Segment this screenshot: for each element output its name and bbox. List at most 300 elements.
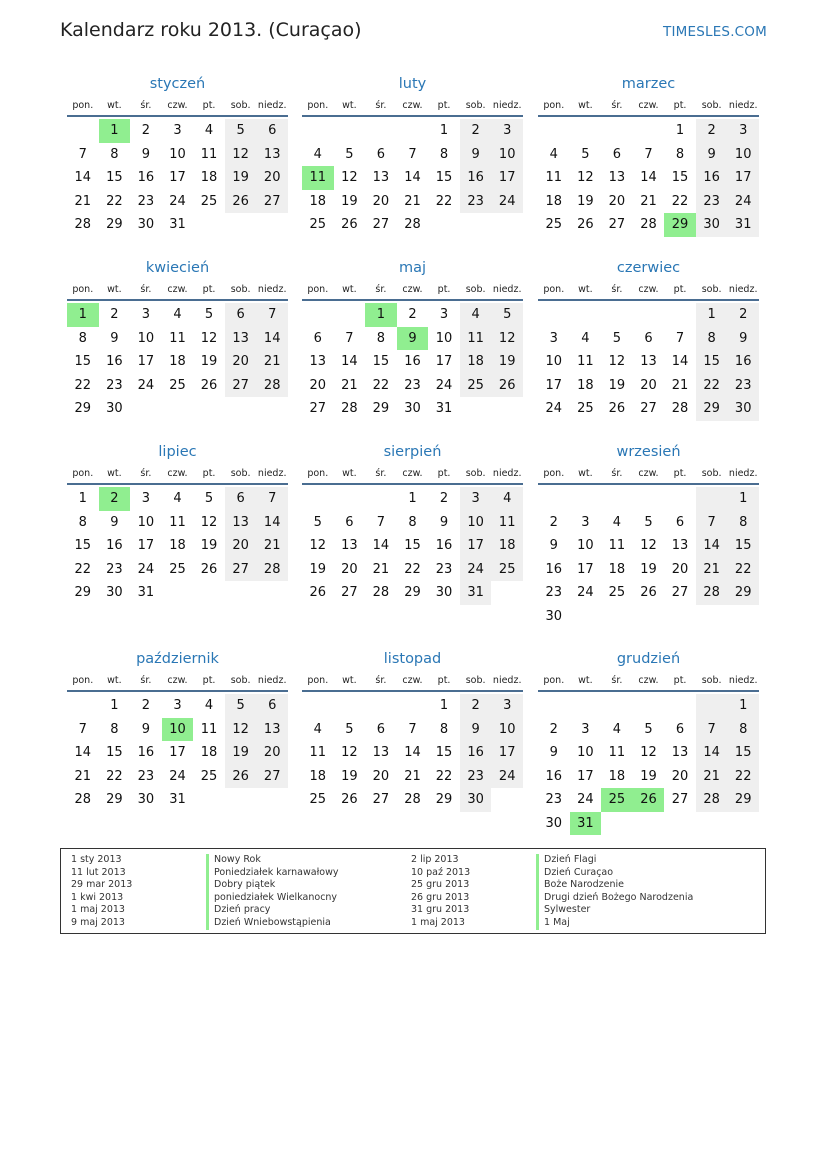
empty-day-cell <box>570 694 602 718</box>
weekday-header <box>538 463 759 485</box>
day-cell: 5 <box>491 303 523 327</box>
day-cell: 7 <box>78 721 87 737</box>
day-cell: 10 <box>435 330 453 346</box>
day-cell: 30 <box>545 608 563 624</box>
weekday-label: czw. <box>638 283 659 295</box>
day-cell: 23 <box>696 190 728 214</box>
day-cell: 2 <box>549 721 558 737</box>
day-cell: 21 <box>640 193 657 209</box>
day-cell: 17 <box>435 354 453 369</box>
day-cell: 13 <box>309 354 327 369</box>
day-cell: 22 <box>74 561 92 577</box>
day-cell: 2 <box>460 694 492 718</box>
day-cell: 24 <box>577 792 594 807</box>
day-cell: 20 <box>225 350 257 374</box>
day-cell: 20 <box>256 166 288 190</box>
day-cell: 17 <box>577 561 594 577</box>
day-cell: 23 <box>545 792 563 807</box>
day-cell: 15 <box>404 538 421 553</box>
day-cell: 16 <box>696 166 728 190</box>
day-cell: 25 <box>200 193 218 209</box>
day-cell: 12 <box>225 718 257 742</box>
site-link[interactable]: TIMESLES.COM <box>663 24 767 40</box>
empty-day-cell <box>601 694 633 718</box>
day-cell: 10 <box>577 745 594 760</box>
day-cell: 30 <box>137 792 155 807</box>
day-cell: 11 <box>491 511 523 535</box>
day-cell: 26 <box>200 561 218 577</box>
weekday-header <box>67 95 288 117</box>
weekday-label: niedz. <box>492 674 522 686</box>
empty-day-cell <box>664 303 696 327</box>
day-cell: 26 <box>491 374 523 398</box>
legend-date: 29 mar 2013 <box>71 879 133 891</box>
day-cell: 23 <box>106 377 123 393</box>
day-cell: 31 <box>460 581 492 605</box>
day-cell: 26 <box>225 765 257 789</box>
weekday-label: wt. <box>342 467 357 479</box>
day-cell: 22 <box>435 768 453 784</box>
day-cell: 4 <box>581 330 590 346</box>
day-cell: 16 <box>545 768 563 784</box>
holiday-day-cell: 31 <box>570 812 602 836</box>
day-cell: 12 <box>491 327 523 351</box>
month-calendar <box>302 71 523 237</box>
day-cell: 16 <box>137 170 155 185</box>
weekday-label: pt. <box>673 99 687 111</box>
holiday-day-cell: 9 <box>397 327 429 351</box>
month-calendar <box>302 255 523 421</box>
weekday-label: wt. <box>342 674 357 686</box>
empty-day-cell <box>538 487 570 511</box>
weekday-label: czw. <box>402 467 423 479</box>
weekday-label: pon. <box>72 99 94 111</box>
day-cell: 3 <box>173 698 182 713</box>
day-cell: 20 <box>608 193 626 209</box>
weekday-label: śr. <box>611 467 623 479</box>
day-cell: 2 <box>141 123 151 138</box>
holiday-legend <box>60 848 766 934</box>
day-cell: 19 <box>341 768 358 784</box>
day-cell: 19 <box>608 377 626 393</box>
day-cell: 10 <box>727 143 759 167</box>
legend-names-right <box>536 854 693 930</box>
day-cell: 17 <box>491 741 523 765</box>
day-cell: 21 <box>256 534 288 558</box>
day-cell: 26 <box>577 217 594 232</box>
holiday-day-cell: 29 <box>664 213 696 237</box>
day-cell: 18 <box>309 193 327 209</box>
day-cell: 27 <box>372 217 390 232</box>
weekday-label: sob. <box>465 99 486 111</box>
empty-day-cell <box>365 694 397 718</box>
day-cell: 13 <box>225 511 257 535</box>
day-cell: 21 <box>404 193 421 209</box>
month-name: kwiecień <box>145 260 210 276</box>
day-cell: 16 <box>727 350 759 374</box>
weekday-header <box>67 279 288 301</box>
day-cell: 3 <box>141 307 151 322</box>
day-cell: 14 <box>696 534 728 558</box>
day-cell: 29 <box>106 217 123 232</box>
day-cell: 9 <box>460 143 492 167</box>
empty-day-cell <box>664 487 696 511</box>
day-cell: 7 <box>376 514 386 530</box>
day-cell: 10 <box>169 146 186 162</box>
legend-date: 2 lip 2013 <box>411 854 459 865</box>
day-cell: 8 <box>110 721 119 737</box>
day-cell: 25 <box>169 377 186 393</box>
empty-day-cell <box>633 119 665 143</box>
day-cell: 17 <box>727 166 759 190</box>
weekday-label: niedz. <box>728 674 758 686</box>
day-cell: 30 <box>696 213 728 237</box>
day-cell: 8 <box>696 327 728 351</box>
day-cell: 18 <box>608 561 626 577</box>
weekday-label: wt. <box>578 99 593 111</box>
day-cell: 25 <box>169 561 186 577</box>
day-cell: 9 <box>549 538 558 553</box>
day-cell: 31 <box>169 792 186 807</box>
day-cell: 13 <box>341 538 358 553</box>
day-cell: 4 <box>612 514 622 530</box>
weekday-label: czw. <box>167 99 188 111</box>
day-cell: 22 <box>404 561 421 577</box>
day-cell: 7 <box>696 718 728 742</box>
day-cell: 9 <box>110 330 119 346</box>
day-cell: 14 <box>74 170 92 185</box>
empty-day-cell <box>334 303 366 327</box>
day-cell: 8 <box>78 330 87 346</box>
day-cell: 2 <box>110 307 119 322</box>
weekday-label: pon. <box>72 283 94 295</box>
empty-day-cell <box>538 694 570 718</box>
day-cell: 23 <box>460 765 492 789</box>
holiday-day-cell: 1 <box>99 119 131 143</box>
day-cell: 27 <box>225 558 257 582</box>
day-cell: 24 <box>169 768 186 784</box>
day-cell: 7 <box>256 487 288 511</box>
day-cell: 4 <box>612 721 622 737</box>
weekday-label: sob. <box>701 283 722 295</box>
legend-date: 1 maj 2013 <box>71 904 125 916</box>
day-cell: 29 <box>696 397 728 421</box>
day-cell: 10 <box>577 538 594 553</box>
weekday-header <box>67 670 288 692</box>
day-cell: 20 <box>372 768 390 784</box>
empty-day-cell <box>633 694 665 718</box>
day-cell: 13 <box>256 143 288 167</box>
day-cell: 11 <box>577 354 594 369</box>
day-cell: 19 <box>200 354 218 369</box>
day-cell: 4 <box>313 721 322 737</box>
weekday-label: pon. <box>543 467 565 479</box>
day-cell: 27 <box>256 765 288 789</box>
day-cell: 17 <box>491 166 523 190</box>
day-cell: 15 <box>74 354 92 369</box>
day-cell: 10 <box>545 354 563 369</box>
month-calendar <box>67 646 288 812</box>
month-calendar <box>538 646 759 835</box>
month-calendar <box>302 439 523 605</box>
legend-names-left <box>206 854 338 930</box>
day-cell: 14 <box>404 745 421 760</box>
day-cell: 23 <box>137 768 155 784</box>
weekday-label: niedz. <box>257 674 287 686</box>
day-cell: 15 <box>696 350 728 374</box>
day-cell: 27 <box>256 190 288 214</box>
day-cell: 12 <box>577 170 594 185</box>
day-cell: 5 <box>204 307 214 322</box>
weekday-label: wt. <box>578 467 593 479</box>
empty-day-cell <box>67 694 99 718</box>
month-name: styczeń <box>149 76 206 92</box>
day-cell: 2 <box>727 303 759 327</box>
day-cell: 2 <box>439 491 449 506</box>
empty-day-cell <box>67 119 99 143</box>
day-cell: 21 <box>256 350 288 374</box>
day-cell: 31 <box>727 213 759 237</box>
weekday-header <box>67 463 288 485</box>
day-cell: 27 <box>309 401 327 416</box>
day-cell: 9 <box>141 146 151 162</box>
day-cell: 8 <box>439 721 449 737</box>
day-cell: 13 <box>671 745 689 760</box>
day-cell: 16 <box>460 166 492 190</box>
legend-holiday-name: Dzień Curaçao <box>536 867 693 880</box>
weekday-label: niedz. <box>492 467 522 479</box>
weekday-label: sob. <box>465 283 486 295</box>
weekday-label: niedz. <box>728 283 758 295</box>
day-cell: 5 <box>204 491 214 506</box>
legend-holiday-name: Dobry piątek <box>206 879 338 892</box>
day-cell: 8 <box>727 718 759 742</box>
day-cell: 3 <box>727 119 759 143</box>
month-name: grudzień <box>616 651 681 667</box>
day-cell: 25 <box>309 217 327 232</box>
weekday-label: pon. <box>543 283 565 295</box>
day-cell: 10 <box>137 514 155 530</box>
days-grid <box>67 487 288 605</box>
day-cell: 21 <box>74 768 92 784</box>
empty-day-cell <box>633 303 665 327</box>
day-cell: 21 <box>372 561 390 577</box>
day-cell: 5 <box>225 694 257 718</box>
weekday-label: pon. <box>307 99 329 111</box>
day-cell: 10 <box>137 330 155 346</box>
legend-date: 31 gru 2013 <box>411 904 470 916</box>
day-cell: 23 <box>404 377 421 393</box>
weekday-label: pon. <box>72 467 94 479</box>
weekday-label: sob. <box>465 467 486 479</box>
day-cell: 30 <box>106 401 123 416</box>
day-cell: 27 <box>225 374 257 398</box>
day-cell: 24 <box>545 401 563 416</box>
day-cell: 6 <box>675 514 685 530</box>
day-cell: 4 <box>313 146 322 162</box>
day-cell: 24 <box>460 558 492 582</box>
day-cell: 18 <box>200 745 218 760</box>
day-cell: 23 <box>460 190 492 214</box>
legend-holiday-name: Nowy Rok <box>206 854 338 867</box>
month-calendar <box>538 439 759 628</box>
weekday-label: sob. <box>230 674 251 686</box>
day-cell: 19 <box>640 768 657 784</box>
weekday-label: sob. <box>701 674 722 686</box>
day-cell: 27 <box>671 585 689 600</box>
empty-day-cell <box>302 694 334 718</box>
day-cell: 26 <box>640 585 657 600</box>
day-cell: 1 <box>439 698 449 713</box>
weekday-label: pon. <box>543 99 565 111</box>
month-calendar <box>538 71 759 237</box>
day-cell: 4 <box>204 698 214 713</box>
day-cell: 18 <box>169 538 186 553</box>
day-cell: 25 <box>200 768 218 784</box>
weekday-label: śr. <box>375 283 387 295</box>
day-cell: 15 <box>435 745 453 760</box>
day-cell: 26 <box>200 377 218 393</box>
legend-holiday-name: Boże Narodzenie <box>536 879 693 892</box>
day-cell: 23 <box>435 561 453 577</box>
empty-day-cell <box>334 487 366 511</box>
month-name: wrzesień <box>616 444 681 460</box>
day-cell: 23 <box>137 193 155 209</box>
day-cell: 15 <box>106 170 123 185</box>
weekday-header <box>302 670 523 692</box>
empty-day-cell <box>570 303 602 327</box>
day-cell: 28 <box>640 217 657 232</box>
weekday-label: pon. <box>307 674 329 686</box>
legend-holiday-name: Poniedziałek karnawałowy <box>206 867 338 880</box>
weekday-label: niedz. <box>257 99 287 111</box>
holiday-day-cell: 10 <box>162 718 194 742</box>
weekday-label: śr. <box>140 99 152 111</box>
day-cell: 6 <box>256 119 288 143</box>
month-name: listopad <box>383 651 442 667</box>
empty-day-cell <box>696 487 728 511</box>
day-cell: 4 <box>549 146 558 162</box>
day-cell: 26 <box>608 401 626 416</box>
empty-day-cell <box>302 487 334 511</box>
day-cell: 25 <box>309 792 327 807</box>
day-cell: 14 <box>696 741 728 765</box>
day-cell: 20 <box>341 561 358 577</box>
day-cell: 19 <box>200 538 218 553</box>
day-cell: 28 <box>671 401 689 416</box>
holiday-day-cell: 1 <box>365 303 397 327</box>
day-cell: 14 <box>640 170 657 185</box>
days-grid <box>302 303 523 421</box>
days-grid <box>302 694 523 812</box>
day-cell: 30 <box>435 585 453 600</box>
day-cell: 1 <box>727 487 759 511</box>
day-cell: 30 <box>727 397 759 421</box>
day-cell: 5 <box>644 514 653 530</box>
day-cell: 13 <box>256 718 288 742</box>
day-cell: 20 <box>256 741 288 765</box>
weekday-label: pt. <box>202 283 216 295</box>
day-cell: 11 <box>545 170 563 185</box>
day-cell: 17 <box>460 534 492 558</box>
day-cell: 28 <box>404 217 421 232</box>
day-cell: 22 <box>696 374 728 398</box>
day-cell: 14 <box>341 354 358 369</box>
day-cell: 25 <box>577 401 594 416</box>
holiday-day-cell: 11 <box>302 166 334 190</box>
month-name: maj <box>398 260 427 276</box>
day-cell: 6 <box>644 330 653 346</box>
day-cell: 3 <box>460 487 492 511</box>
day-cell: 24 <box>169 193 186 209</box>
day-cell: 2 <box>460 119 492 143</box>
day-cell: 6 <box>256 694 288 718</box>
weekday-label: wt. <box>107 674 122 686</box>
holiday-day-cell: 1 <box>67 303 99 327</box>
day-cell: 12 <box>640 745 657 760</box>
day-cell: 17 <box>137 538 155 553</box>
day-cell: 10 <box>460 511 492 535</box>
day-cell: 14 <box>671 354 689 369</box>
day-cell: 26 <box>341 792 358 807</box>
day-cell: 2 <box>696 119 728 143</box>
page-title: Kalendarz roku 2013. (Curaçao) <box>60 19 362 41</box>
day-cell: 9 <box>110 514 119 530</box>
day-cell: 12 <box>341 745 358 760</box>
month-name: marzec <box>621 76 676 92</box>
day-cell: 11 <box>309 745 327 760</box>
weekday-label: pt. <box>202 467 216 479</box>
day-cell: 24 <box>137 377 155 393</box>
weekday-label: niedz. <box>257 283 287 295</box>
day-cell: 12 <box>309 538 327 553</box>
day-cell: 30 <box>545 815 563 831</box>
day-cell: 24 <box>727 190 759 214</box>
day-cell: 6 <box>612 146 622 162</box>
days-grid <box>538 694 759 835</box>
day-cell: 1 <box>110 698 119 713</box>
weekday-label: czw. <box>638 467 659 479</box>
empty-day-cell <box>397 119 429 143</box>
day-cell: 21 <box>404 768 421 784</box>
day-cell: 16 <box>545 561 563 577</box>
day-cell: 25 <box>608 585 626 600</box>
day-cell: 25 <box>545 217 563 232</box>
day-cell: 6 <box>345 514 354 530</box>
day-cell: 30 <box>404 401 421 416</box>
empty-day-cell <box>334 119 366 143</box>
day-cell: 31 <box>435 401 453 416</box>
day-cell: 6 <box>313 330 322 346</box>
weekday-header <box>302 95 523 117</box>
day-cell: 13 <box>372 170 390 185</box>
weekday-label: sob. <box>230 99 251 111</box>
legend-holiday-name: Dzień pracy <box>206 904 338 917</box>
day-cell: 5 <box>345 721 354 737</box>
day-cell: 13 <box>225 327 257 351</box>
weekday-label: czw. <box>638 674 659 686</box>
day-cell: 9 <box>696 143 728 167</box>
weekday-label: śr. <box>611 283 623 295</box>
weekday-label: wt. <box>578 283 593 295</box>
day-cell: 9 <box>141 721 151 737</box>
day-cell: 29 <box>74 585 92 600</box>
legend-holiday-name: Sylwester <box>536 904 693 917</box>
day-cell: 11 <box>608 538 626 553</box>
day-cell: 17 <box>137 354 155 369</box>
day-cell: 14 <box>404 170 421 185</box>
day-cell: 26 <box>225 190 257 214</box>
